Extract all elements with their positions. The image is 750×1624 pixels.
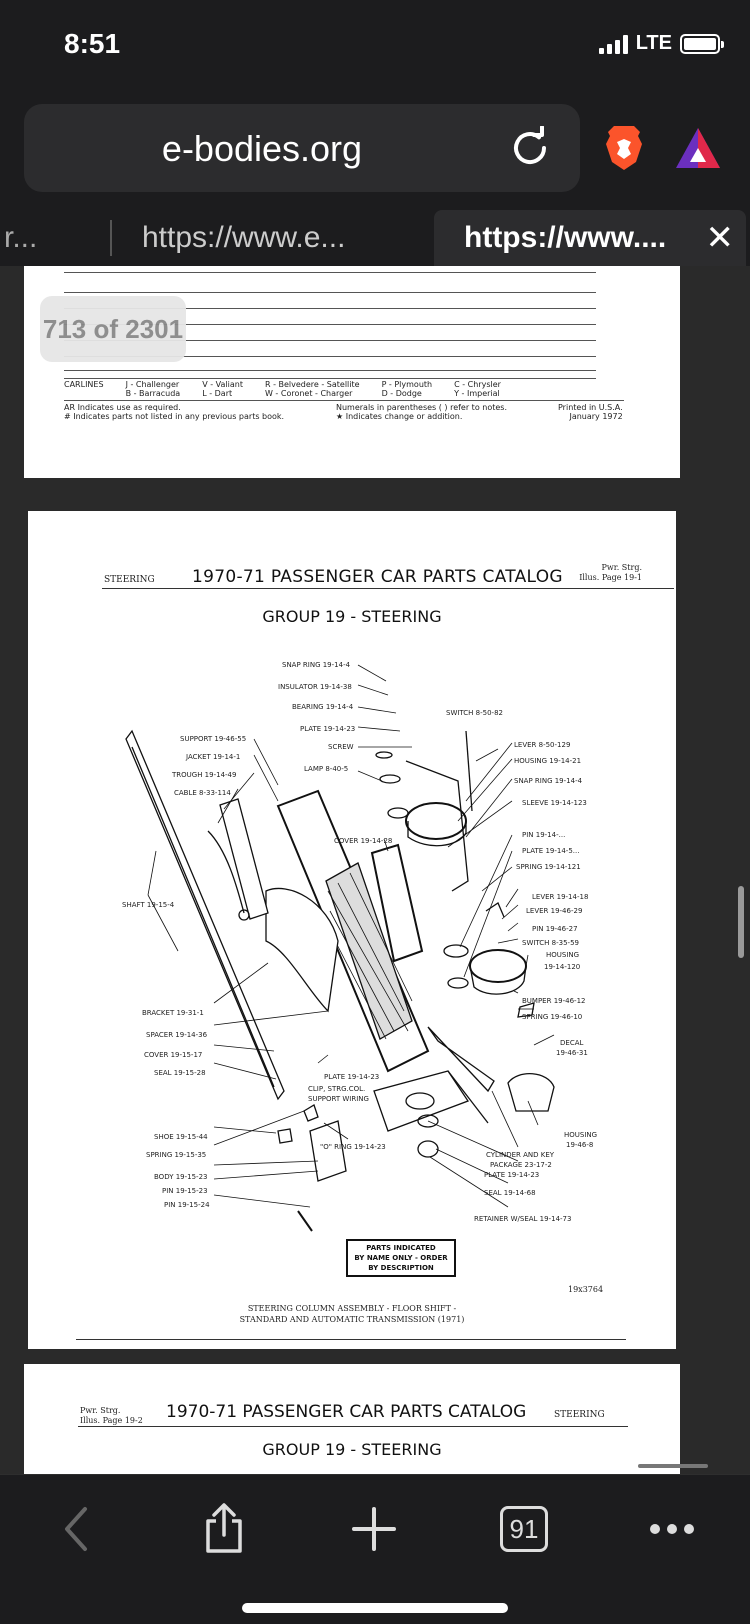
more-icon	[649, 1523, 695, 1535]
part-label: COVER 19-14-28	[334, 837, 393, 845]
page-ref	[80, 1406, 143, 1426]
part-label: PLATE 19-14-5...	[522, 847, 580, 855]
part-label: "O" RING 19-14-23	[320, 1143, 386, 1151]
status-time: 8:51	[64, 28, 121, 59]
share-icon	[202, 1503, 246, 1555]
legend-item: V - Valiant	[202, 380, 243, 389]
parts-note	[346, 1239, 456, 1277]
part-label: SEAL 19-15-28	[154, 1069, 206, 1077]
legend-item: W - Coronet - Charger	[264, 389, 353, 398]
figure-code: 19x3764	[568, 1285, 604, 1294]
tab-item[interactable]: https://www.e...	[142, 221, 346, 254]
part-label: 19-46-8	[566, 1141, 594, 1149]
part-label: SPACER 19-14-36	[146, 1031, 208, 1039]
page-section: STEERING	[554, 1410, 605, 1420]
part-label: PLATE 19-14-23	[324, 1073, 380, 1081]
page-ref-line: Pwr. Strg.	[80, 1406, 121, 1415]
legend-item: R - Belvedere - Satellite	[264, 380, 360, 389]
steering-column-diagram	[28, 651, 676, 1251]
tabs-button[interactable]	[492, 1497, 556, 1561]
part-label: SCREW	[328, 743, 354, 751]
part-label: JACKET 19-14-1	[186, 753, 241, 761]
part-label: SWITCH 8-50-82	[446, 709, 503, 717]
part-label: 19-14-120	[544, 963, 581, 971]
printed-note: Printed in U.S.A.	[558, 403, 623, 412]
tab-divider	[110, 220, 112, 256]
page-ref-line: Illus. Page 19-1	[579, 573, 642, 582]
parts-note-line: PARTS INDICATED	[366, 1244, 436, 1252]
part-label: SHOE 19-15-44	[154, 1133, 208, 1141]
legend-item: P - Plymouth	[381, 380, 433, 389]
legend-item: L - Dart	[202, 389, 233, 398]
part-label: HOUSING	[546, 951, 580, 959]
tab-active-label: https://www....	[464, 221, 667, 254]
pdf-viewer[interactable]	[0, 266, 750, 1474]
part-label: HOUSING 19-14-21	[514, 757, 582, 765]
reload-icon[interactable]	[508, 126, 552, 170]
page-title: 1970-71 PASSENGER CAR PARTS CATALOG	[166, 1402, 527, 1422]
page-ref-line: Illus. Page 19-2	[80, 1416, 143, 1425]
legend-note: ★ Indicates change or addition.	[336, 412, 463, 421]
part-label: TROUGH 19-14-49	[172, 771, 237, 779]
caption-line: STANDARD AND AUTOMATIC TRANSMISSION (1971)	[239, 1315, 465, 1324]
page-section: STEERING	[104, 575, 155, 585]
legend-item: D - Dodge	[381, 389, 422, 398]
part-label: LEVER 19-46-29	[526, 907, 583, 915]
part-label: 19-46-31	[556, 1049, 588, 1057]
network-label: LTE	[635, 32, 672, 54]
part-label: PLATE 19-14-23	[484, 1171, 540, 1179]
part-label: LAMP 8-40-5	[304, 765, 349, 773]
part-label: SLEEVE 19-14-123	[522, 799, 587, 807]
status-indicators	[599, 32, 720, 55]
legend-note: Numerals in parentheses ( ) refer to notes.	[336, 403, 507, 412]
pdf-page-diagram	[28, 511, 676, 1349]
part-label: PIN 19-15-24	[164, 1201, 210, 1209]
pdf-page	[24, 1364, 680, 1474]
part-label: PLATE 19-14-23	[300, 725, 356, 733]
status-bar	[0, 0, 750, 96]
page-ref	[579, 563, 642, 583]
chevron-left-icon	[61, 1505, 91, 1553]
part-label: SNAP RING 19-14-4	[514, 777, 583, 785]
part-label: BODY 19-15-23	[154, 1173, 208, 1181]
part-label: PACKAGE 23-17-2	[490, 1161, 552, 1169]
brave-rewards-icon[interactable]	[674, 126, 722, 170]
page-ref-line: Pwr. Strg.	[601, 563, 642, 572]
part-label: SHAFT 19-15-4	[122, 901, 175, 909]
scrollbar-thumb[interactable]	[738, 886, 744, 958]
close-tab-icon[interactable]: ✕	[705, 219, 734, 257]
tab-item[interactable]: r...	[4, 221, 38, 254]
carlines-legend	[64, 380, 624, 423]
caption-line: STEERING COLUMN ASSEMBLY - FLOOR SHIFT -	[247, 1304, 457, 1313]
part-label: SNAP RING 19-14-4	[282, 661, 351, 669]
page-counter: 713 of 2301	[40, 296, 186, 362]
address-bar[interactable]	[24, 104, 580, 192]
page-title: 1970-71 PASSENGER CAR PARTS CATALOG	[192, 567, 563, 587]
part-label: SUPPORT WIRING	[308, 1095, 369, 1103]
part-label: LEVER 19-14-18	[532, 893, 589, 901]
part-label: HOUSING	[564, 1131, 598, 1139]
part-label: PIN 19-14-...	[522, 831, 566, 839]
part-label: BUMPER 19-46-12	[522, 997, 586, 1005]
part-label: CYLINDER AND KEY	[486, 1151, 555, 1159]
part-label: SPRING 19-46-10	[522, 1013, 583, 1021]
legend-item: Y - Imperial	[454, 389, 500, 398]
parts-note-line: BY NAME ONLY - ORDER	[354, 1254, 448, 1262]
legend-note: # Indicates parts not listed in any previous parts book.	[64, 412, 285, 421]
back-button[interactable]	[44, 1497, 108, 1561]
home-indicator	[242, 1603, 508, 1613]
part-label: RETAINER W/SEAL 19-14-73	[474, 1215, 572, 1223]
part-label: SEAL 19-14-68	[484, 1189, 536, 1197]
more-menu-button[interactable]	[640, 1497, 704, 1561]
part-label: BRACKET 19-31-1	[142, 1009, 204, 1017]
tab-item-active[interactable]	[434, 210, 746, 266]
figure-caption	[28, 1303, 676, 1325]
horizontal-scroll-indicator	[638, 1464, 708, 1468]
part-label: PIN 19-15-23	[162, 1187, 208, 1195]
legend-item: C - Chrysler	[454, 380, 501, 389]
part-label: LEVER 8-50-129	[514, 741, 571, 749]
share-button[interactable]	[192, 1497, 256, 1561]
part-label: SUPPORT 19-46-55	[180, 735, 247, 743]
group-heading: GROUP 19 - STEERING	[262, 607, 442, 626]
part-label: DECAL	[560, 1039, 584, 1047]
brave-shields-icon[interactable]	[602, 124, 646, 172]
legend-heading: CARLINES	[64, 380, 104, 389]
part-label: CLIP, STRG.COL.	[308, 1085, 366, 1093]
part-label: COVER 19-15-17	[144, 1051, 203, 1059]
battery-icon	[680, 34, 720, 54]
plus-icon	[352, 1507, 396, 1551]
part-label: SPRING 19-15-35	[146, 1151, 207, 1159]
part-label: SWITCH 8-35-59	[522, 939, 579, 947]
legend-item: B - Barracuda	[125, 389, 181, 398]
tab-count: 91	[500, 1506, 548, 1552]
bottom-toolbar	[0, 1474, 750, 1624]
legend-note: AR Indicates use as required.	[64, 403, 181, 412]
part-label: SPRING 19-14-121	[516, 863, 581, 871]
part-label: CABLE 8-33-114	[174, 789, 231, 797]
signal-icon	[599, 34, 628, 54]
legend-item: J - Challenger	[125, 380, 180, 389]
new-tab-button[interactable]	[342, 1497, 406, 1561]
part-label: PIN 19-46-27	[532, 925, 578, 933]
part-label: INSULATOR 19-14-38	[278, 683, 352, 691]
printed-date: January 1972	[569, 412, 623, 421]
tab-strip	[0, 210, 750, 266]
parts-note-line: BY DESCRIPTION	[368, 1264, 434, 1272]
url-text[interactable]: e-bodies.org	[161, 128, 363, 169]
part-label: BEARING 19-14-4	[292, 703, 354, 711]
group-heading: GROUP 19 - STEERING	[262, 1440, 442, 1459]
